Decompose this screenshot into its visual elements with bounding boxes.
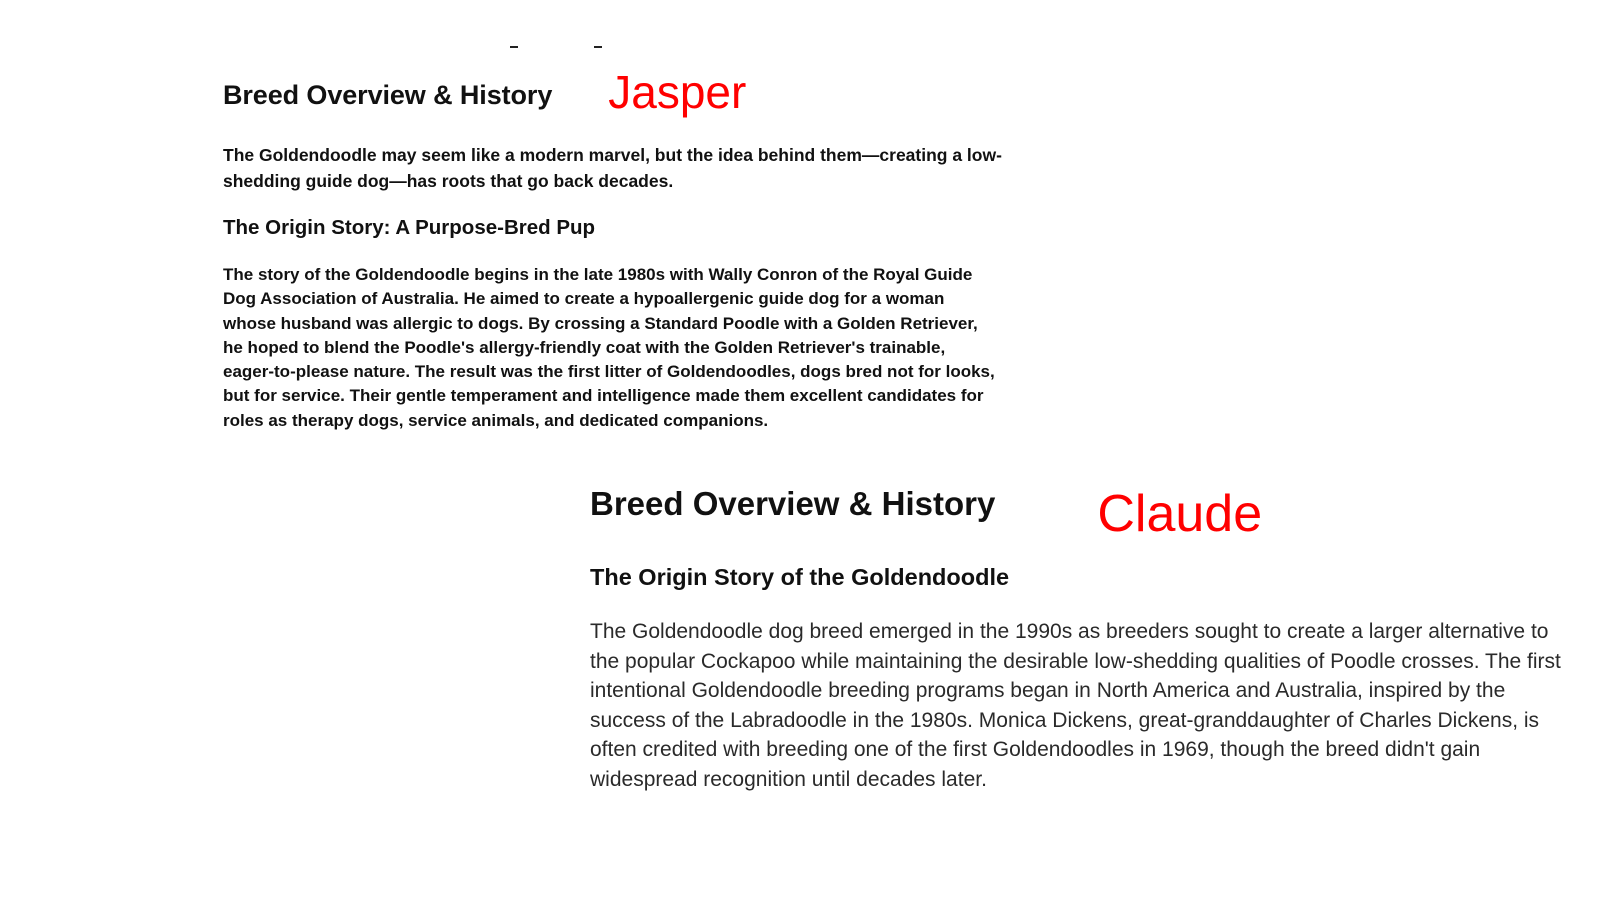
- claude-output: [590, 478, 1580, 795]
- claude-title-row: [590, 478, 1580, 543]
- crop-mark: [510, 46, 518, 48]
- claude-body-paragraph: The Goldendoodle dog breed emerged in the 1990s as breeders sought to create a larger alternative to the popular Cockapoo while maintaining the desirable low-shedding qualities of Poodle crosses. The first intentional Goldendoodle breeding programs began in North America and Australia, inspired by the success of the Labradoodle in the 1980s. Monica Dickens, great-granddaughter of Charles Dickens, is often credited with breeding one of the first Goldendoodles in 1969, though the breed didn't gain widespread recognition until decades later.: [590, 620, 1561, 791]
- jasper-heading: Breed Overview & History: [223, 79, 553, 110]
- claude-subheading: The Origin Story of the Goldendoodle: [590, 564, 1010, 590]
- crop-mark: [594, 46, 602, 48]
- claude-label: Claude: [1097, 485, 1263, 543]
- cropped-text-fragment: [510, 38, 610, 50]
- jasper-subheading: The Origin Story: A Purpose-Bred Pup: [223, 216, 596, 239]
- jasper-body-paragraph: The story of the Goldendoodle begins in the late 1980s with Wally Conron of the Royal Guide Dog Association of Australia. He aimed to create a hypoallergenic guide dog for a woman whose husband was allergic to dogs. By crossing a Standard Poodle with a Golden Retriever, he hoped to blend the Poodle's allergy-friendly coat with the Golden Retriever's trainable, eager-to-please nature. The result was the first litter of Goldendoodles, dogs bred not for looks, but for service. Their gentle temperament and intelligence made them excellent candidates for roles as therapy dogs, service animals, and dedicated companions.: [223, 265, 995, 430]
- jasper-label: Jasper: [608, 66, 747, 118]
- jasper-output: [223, 66, 1023, 433]
- jasper-intro-paragraph: The Goldendoodle may seem like a modern marvel, but the idea behind them—creating a low-shedding guide dog—has roots that go back decades.: [223, 145, 1002, 191]
- claude-heading: Breed Overview & History: [590, 485, 996, 522]
- jasper-title-row: [223, 66, 1023, 118]
